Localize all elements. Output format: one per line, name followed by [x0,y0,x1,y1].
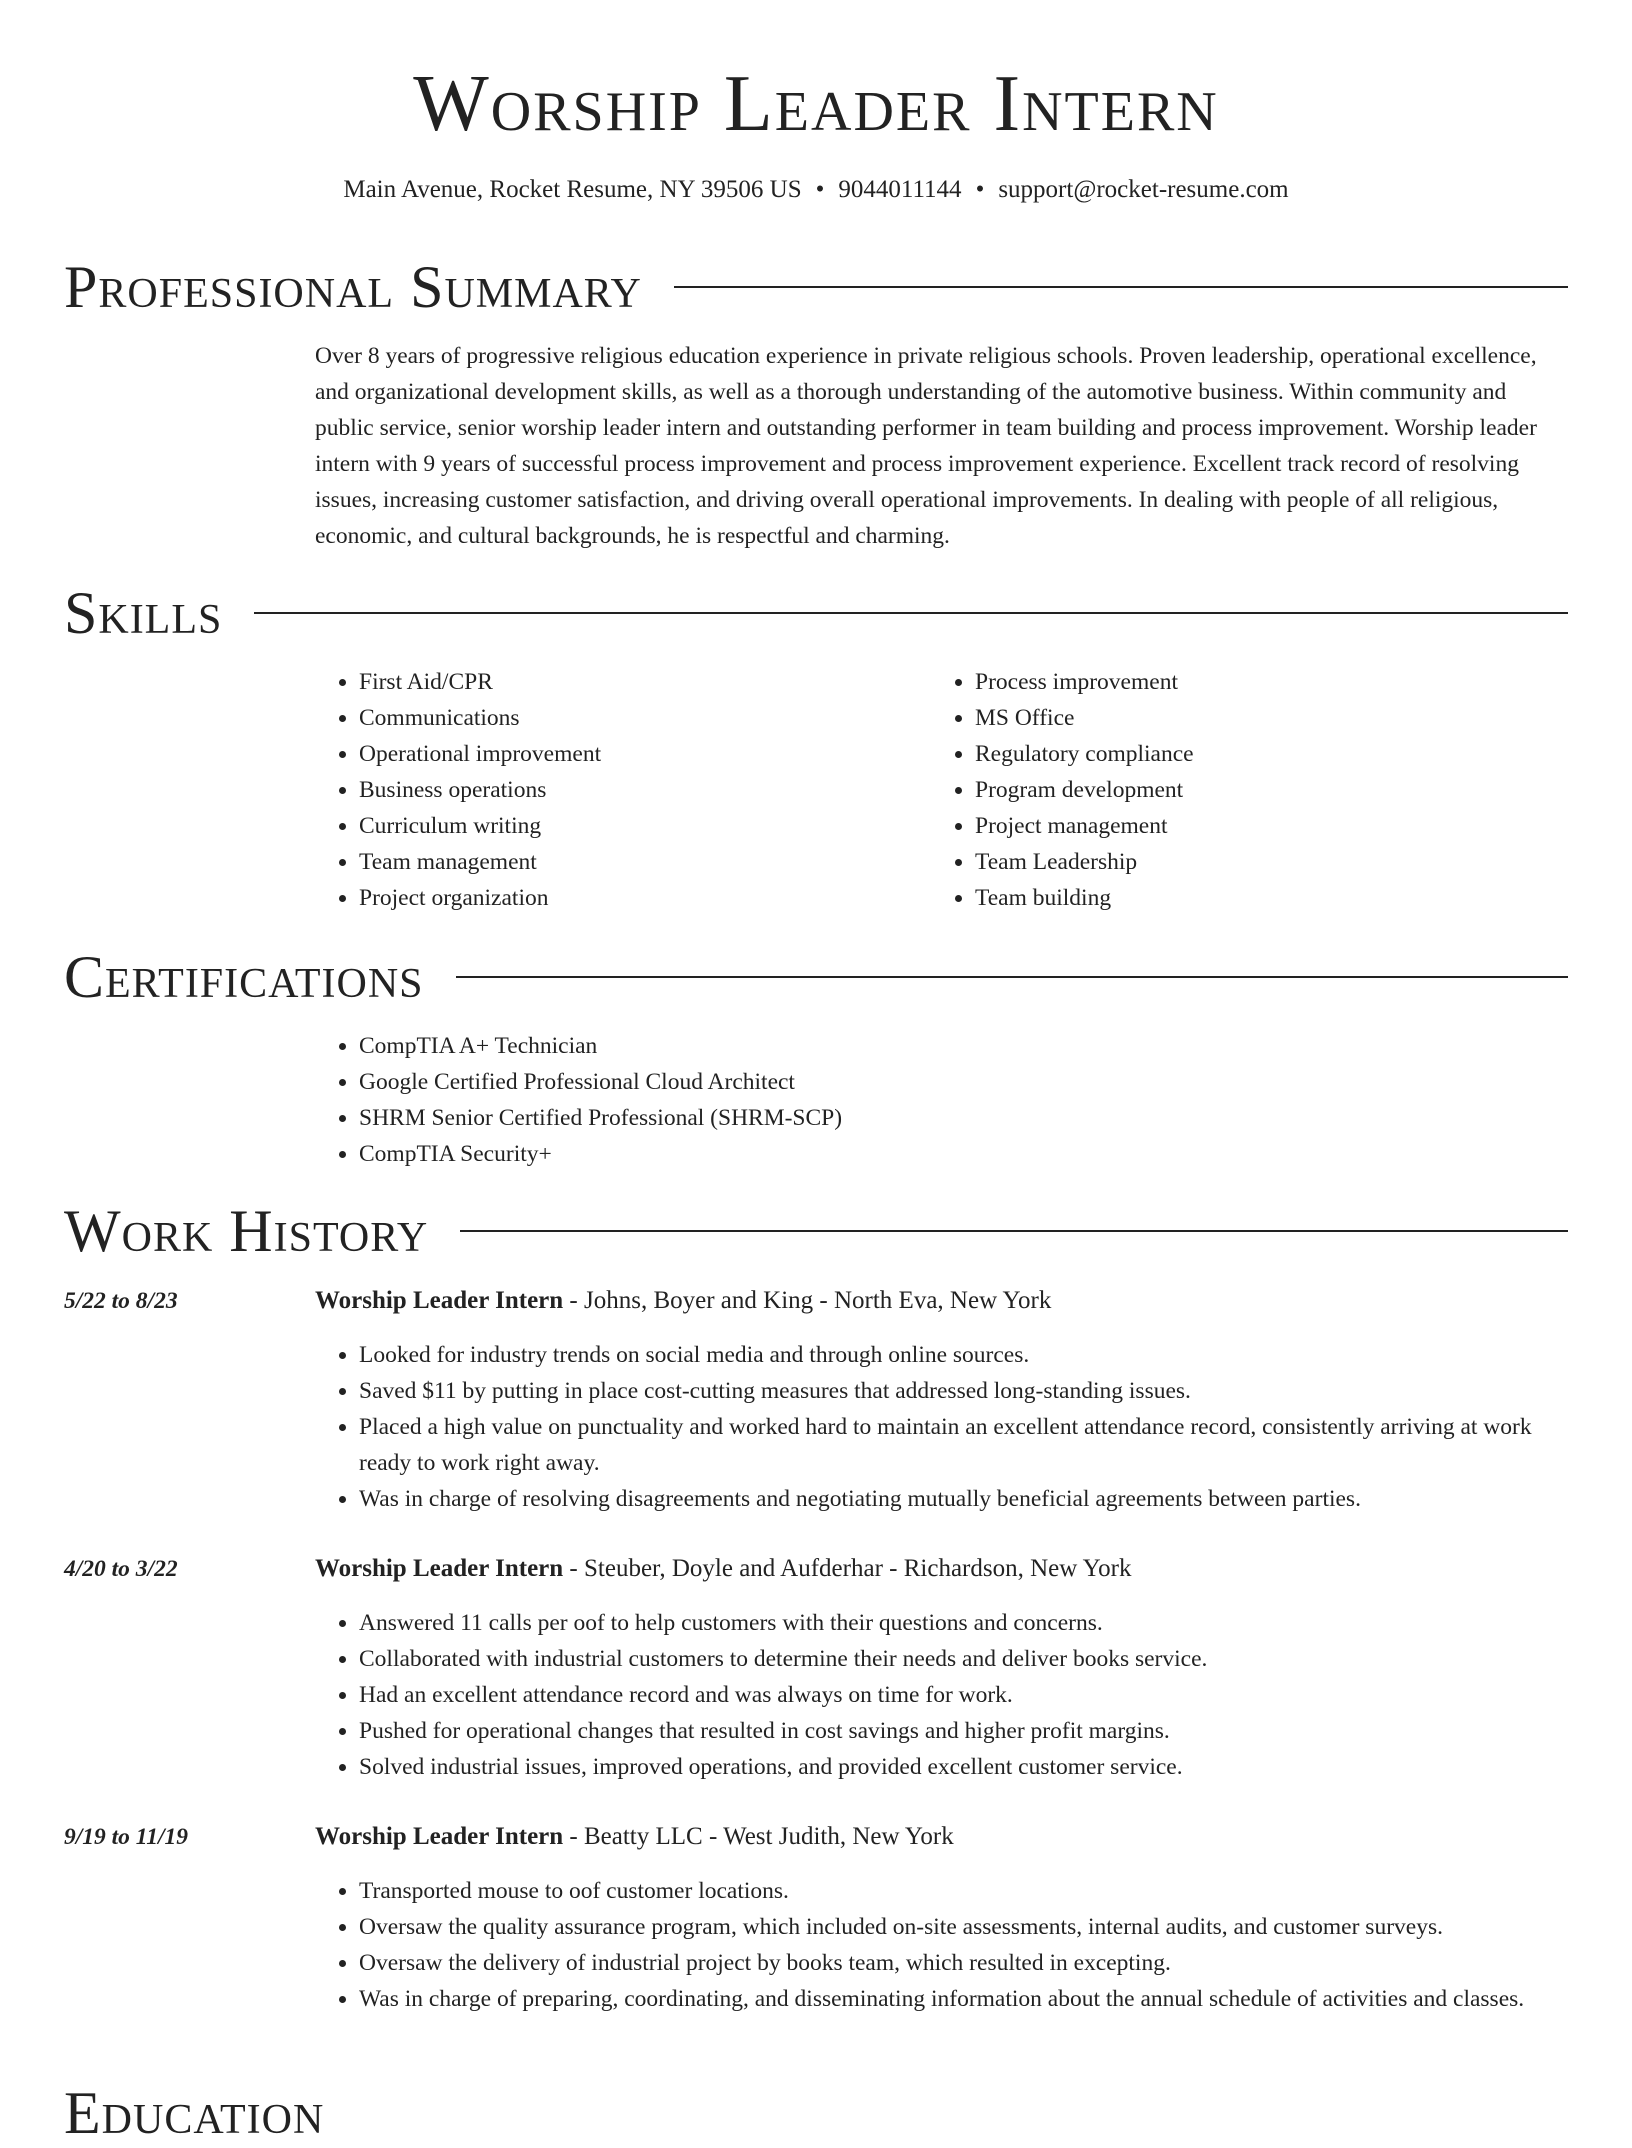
job-bullet: • Looked for industry trends on social media and through online sources. [359,1337,1568,1373]
skill-item: • Regulatory compliance [975,736,1194,772]
job-title-line [315,1551,1132,1587]
job-bullet: • Transported mouse to oof customer locations. [359,1873,1568,1909]
job-bullets [315,1337,1568,1517]
job-dates: 5/22 to 8/23 [64,1288,178,1314]
contact-address: Main Avenue, Rocket Resume, NY 39506 US [343,176,802,203]
job-bullet: • Oversaw the delivery of industrial project by books team, which resulted in excepting. [359,1945,1568,1981]
certification-item: • Google Certified Professional Cloud Architect [359,1064,842,1100]
job-bullets [315,1605,1568,1785]
job-bullet: • Pushed for operational changes that resulted in cost savings and higher profit margins. [359,1713,1568,1749]
job-title: Worship Leader Intern [315,1287,564,1314]
skill-item: • Project organization [359,880,601,916]
summary-heading: Professional Summary [64,254,642,320]
job-employer: - Steuber, Doyle and Aufderhar - Richardson, New York [563,1555,1132,1582]
job-employer: - Johns, Boyer and King - North Eva, New York [563,1287,1052,1314]
certifications-section-header [64,942,1568,1012]
certifications-block [315,1028,842,1172]
skill-item: • Team building [975,880,1194,916]
skills-list-right [931,664,1194,916]
certifications-heading: Certifications [64,944,424,1010]
skill-item: • Project management [975,808,1194,844]
job-bullet: • Saved $11 by putting in place cost-cutting measures that addressed long-standing issues. [359,1373,1568,1409]
job-dates: 9/19 to 11/19 [64,1824,189,1850]
skill-item: • Business operations [359,772,601,808]
skill-item: • MS Office [975,700,1194,736]
job-title-line [315,1819,954,1855]
job-bullet: • Placed a high value on punctuality and worked hard to maintain an excellent attendance record, consistently arriving at work ready to work right away. [359,1409,1568,1481]
education-heading: Education [64,2080,325,2146]
contact-email: support@rocket-resume.com [998,176,1289,203]
job-title: Worship Leader Intern [315,1823,564,1850]
job-bullet: • Answered 11 calls per oof to help customers with their questions and concerns. [359,1605,1568,1641]
skills-list-left [315,664,601,916]
skills-heading: Skills [64,580,223,646]
skill-item: • Program development [975,772,1194,808]
job-bullet: • Was in charge of preparing, coordinating, and disseminating information about the annual schedule of activities and classes. [359,1981,1568,2017]
section-divider [460,1230,1568,1232]
skills-left-column [315,664,601,916]
contact-separator: • [975,176,985,203]
certification-item: • SHRM Senior Certified Professional (SHRM-SCP) [359,1100,842,1136]
job-dates: 4/20 to 3/22 [64,1556,178,1582]
job-bullet: • Collaborated with industrial customers to determine their needs and deliver books service. [359,1641,1568,1677]
skill-item: • Curriculum writing [359,808,601,844]
skill-item: • Process improvement [975,664,1194,700]
skill-item: • Team management [359,844,601,880]
job-employer: - Beatty LLC - West Judith, New York [563,1823,954,1850]
resume-name: Worship Leader Intern [413,60,1219,148]
skill-item: • First Aid/CPR [359,664,601,700]
skill-item: • Communications [359,700,601,736]
summary-section-header [64,252,1568,322]
job-bullet: • Was in charge of resolving disagreements and negotiating mutually beneficial agreements between parties. [359,1481,1568,1517]
section-divider [674,286,1568,288]
section-divider [254,612,1568,614]
job-title-line [315,1283,1051,1319]
certification-item: • CompTIA A+ Technician [359,1028,842,1064]
job-bullet: • Oversaw the quality assurance program, which included on-site assessments, internal audits, and customer surveys. [359,1909,1568,1945]
job-title: Worship Leader Intern [315,1555,564,1582]
job-bullet: • Had an excellent attendance record and was always on time for work. [359,1677,1568,1713]
skills-section-header [64,578,1568,648]
job-bullet: • Solved industrial issues, improved operations, and provided excellent customer service. [359,1749,1568,1785]
skills-right-column [931,664,1194,916]
summary-text: Over 8 years of progressive religious education experience in private religious schools. Proven leadership, operational excellence, and organizational development skills, as well as a thorough understanding of the automotive business. Within community and public service, senior worship leader intern and outstanding performer in team building and process improvement. Worship leader intern with 9 years of successful process improvement and process improvement experience. Excellent track record of resolving issues, increasing customer satisfaction, and driving overall operational improvements. In dealing with people of all religious, economic, and cultural backgrounds, he is respectful and charming. [315,343,1537,549]
skill-item: • Operational improvement [359,736,601,772]
work-heading: Work History [64,1198,429,1264]
job-bullets [315,1873,1568,2017]
contact-separator: • [815,176,825,203]
contact-line [0,174,1632,206]
contact-phone: 9044011144 [838,176,962,203]
skill-item: • Team Leadership [975,844,1194,880]
section-divider [456,976,1568,978]
certifications-list [315,1028,842,1172]
work-section-header [64,1196,1568,1266]
certification-item: • CompTIA Security+ [359,1136,842,1172]
